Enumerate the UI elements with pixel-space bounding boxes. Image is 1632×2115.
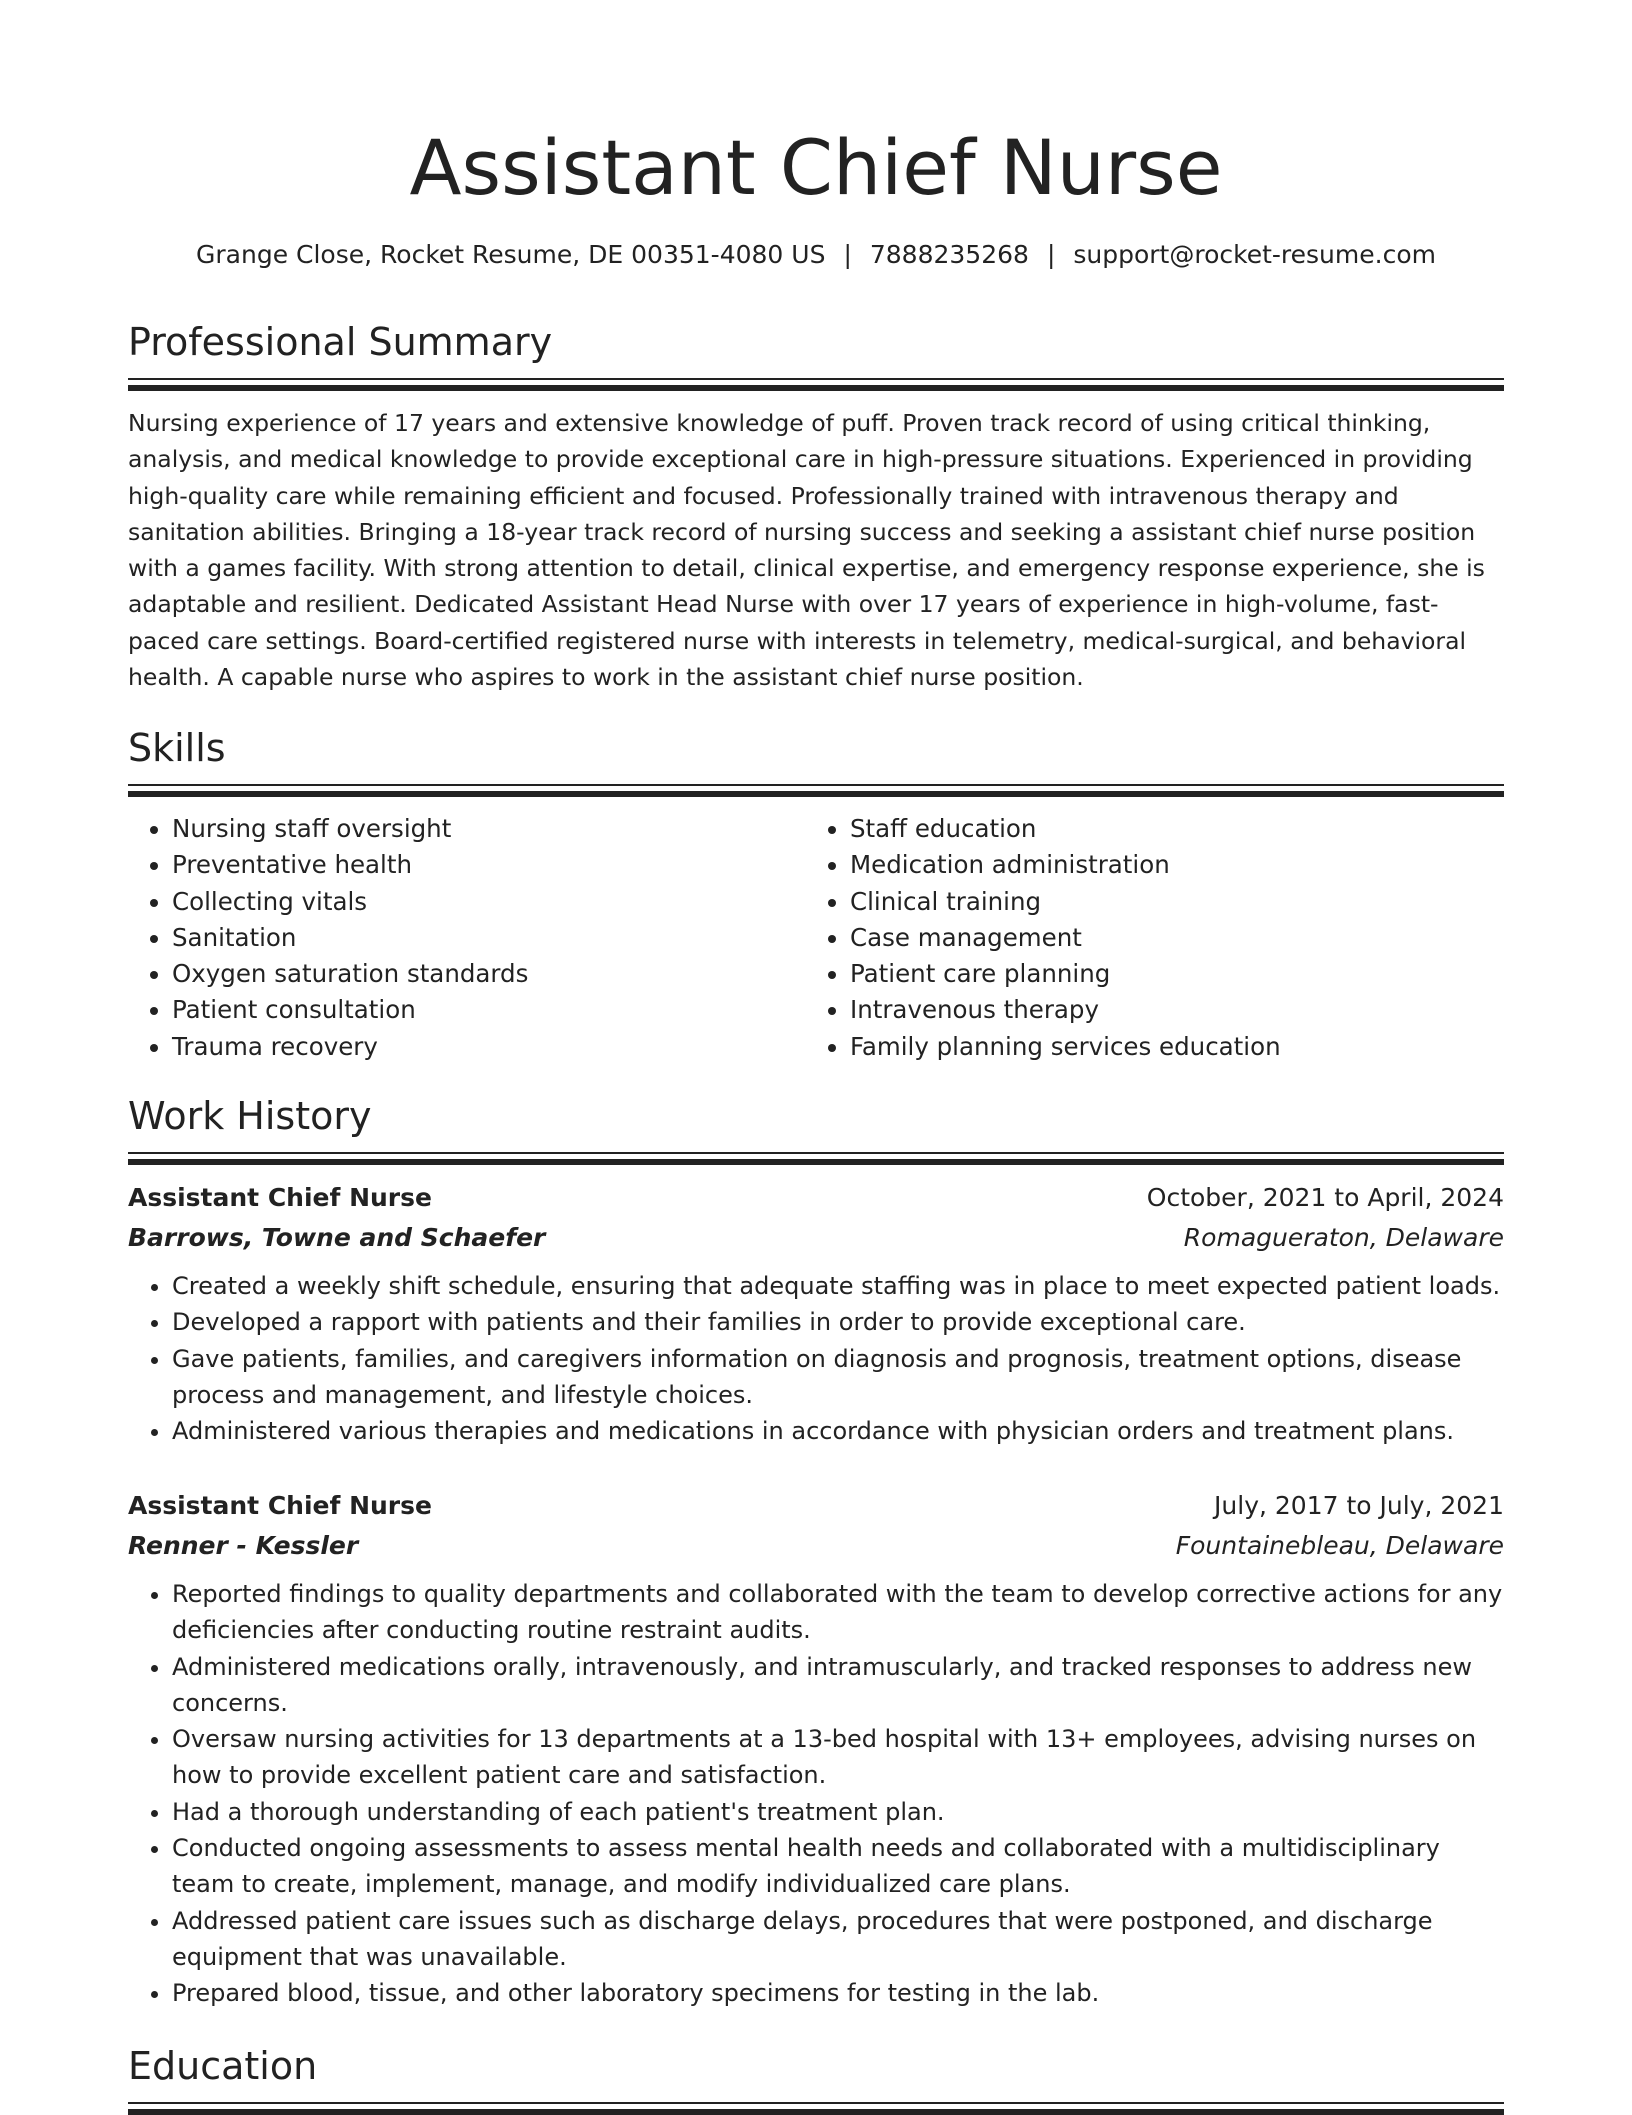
skill-item: • Nursing staff oversight — [172, 811, 806, 847]
skill-item: • Medication administration — [850, 847, 1484, 883]
education-section — [128, 2042, 1504, 2115]
skill-item: • Family planning services education — [850, 1029, 1484, 1065]
education-heading: Education — [128, 2044, 318, 2088]
skills-list — [128, 811, 1504, 1065]
job-bullets — [128, 1268, 1504, 1449]
section-rule — [128, 1152, 1504, 1165]
job-company: Renner - Kessler — [128, 1531, 359, 1560]
skill-item: • Intravenous therapy — [850, 992, 1484, 1028]
work-history-section — [128, 1092, 1504, 1165]
summary-heading: Professional Summary — [128, 320, 553, 364]
job-header-row — [128, 1178, 1504, 1218]
job-bullet: • Created a weekly shift schedule, ensuring that adequate staffing was in place to meet expected patient loads. — [172, 1268, 1504, 1304]
skill-item: • Trauma recovery — [172, 1029, 806, 1065]
job-company: Barrows, Towne and Schaefer — [128, 1223, 546, 1252]
section-rule — [128, 378, 1504, 391]
skill-item: • Staff education — [850, 811, 1484, 847]
summary-section — [128, 318, 1504, 695]
skill-item: • Clinical training — [850, 884, 1484, 920]
skill-item: • Patient consultation — [172, 992, 806, 1028]
job-bullet: • Prepared blood, tissue, and other laboratory specimens for testing in the lab. — [172, 1975, 1504, 2011]
job-bullet: • Gave patients, families, and caregivers information on diagnosis and prognosis, treatment options, disease process and management, and lifestyle choices. — [172, 1341, 1504, 1414]
skill-item: • Sanitation — [172, 920, 806, 956]
job-title: Assistant Chief Nurse — [128, 1491, 432, 1520]
work-history-heading: Work History — [128, 1094, 372, 1138]
summary-text: Nursing experience of 17 years and extensive knowledge of puff. Proven track record of using critical thinking, analysis, and medical knowledge to provide exceptional care in high-pressure situations. Experienced in providing high-quality care while remaining efficient and focused. Professionally trained with intravenous therapy and sanitation abilities. Bringing a 18-year track record of nursing success and seeking a assistant chief nurse position with a games facility. With strong attention to detail, clinical expertise, and emergency response experience, she is adaptable and resilient. Dedicated Assistant Head Nurse with over 17 years of experience in high-volume, fast-paced care settings. Board-certified registered nurse with interests in telemetry, medical-surgical, and behavioral health. A capable nurse who aspires to work in the assistant chief nurse position. — [128, 409, 1485, 692]
resume-name: Assistant Chief Nurse — [409, 123, 1223, 212]
job-bullet: • Oversaw nursing activities for 13 departments at a 13-bed hospital with 13+ employees, advising nurses on how to provide excellent patient care and satisfaction. — [172, 1721, 1504, 1794]
skills-column-left — [128, 811, 806, 1065]
contact-separator: | — [843, 240, 852, 269]
job-entry — [128, 1486, 1504, 2012]
skill-item: • Oxygen saturation standards — [172, 956, 806, 992]
job-bullet: • Reported findings to quality departments and collaborated with the team to develop corrective actions for any deficiencies after conducting routine restraint audits. — [172, 1576, 1504, 1649]
job-location: Fountainebleau, Delaware — [1175, 1531, 1504, 1560]
contact-address: Grange Close, Rocket Resume, DE 00351-4080 US — [196, 240, 826, 269]
job-company-row — [128, 1218, 1504, 1258]
skills-heading: Skills — [128, 726, 226, 770]
contact-email: support@rocket-resume.com — [1073, 240, 1436, 269]
skill-item: • Case management — [850, 920, 1484, 956]
job-entry — [128, 1178, 1504, 1449]
job-dates: October, 2021 to April, 2024 — [1146, 1183, 1504, 1212]
job-bullet: • Developed a rapport with patients and their families in order to provide exceptional care. — [172, 1304, 1504, 1340]
job-header-row — [128, 1486, 1504, 1526]
skills-column-right — [806, 811, 1484, 1065]
job-bullet: • Addressed patient care issues such as discharge delays, procedures that were postponed, and discharge equipment that was unavailable. — [172, 1903, 1504, 1976]
job-bullet: • Administered medications orally, intravenously, and intramuscularly, and tracked responses to address new concerns. — [172, 1649, 1504, 1722]
contact-line — [128, 238, 1504, 272]
section-rule — [128, 784, 1504, 797]
job-bullet: • Administered various therapies and medications in accordance with physician orders and treatment plans. — [172, 1413, 1504, 1449]
job-bullet: • Had a thorough understanding of each patient's treatment plan. — [172, 1794, 1504, 1830]
contact-separator: | — [1046, 240, 1056, 269]
job-location: Romagueraton, Delaware — [1183, 1223, 1504, 1252]
skill-item: • Preventative health — [172, 847, 806, 883]
contact-phone: 7888235268 — [869, 240, 1029, 269]
job-bullet: • Conducted ongoing assessments to assess mental health needs and collaborated with a multidisciplinary team to create, implement, manage, and modify individualized care plans. — [172, 1830, 1504, 1903]
job-title: Assistant Chief Nurse — [128, 1183, 432, 1212]
job-dates: July, 2017 to July, 2021 — [1214, 1491, 1504, 1520]
skill-item: • Patient care planning — [850, 956, 1484, 992]
job-bullets — [128, 1576, 1504, 2012]
job-company-row — [128, 1526, 1504, 1566]
skill-item: • Collecting vitals — [172, 884, 806, 920]
section-rule — [128, 2102, 1504, 2115]
skills-section — [128, 724, 1504, 1065]
